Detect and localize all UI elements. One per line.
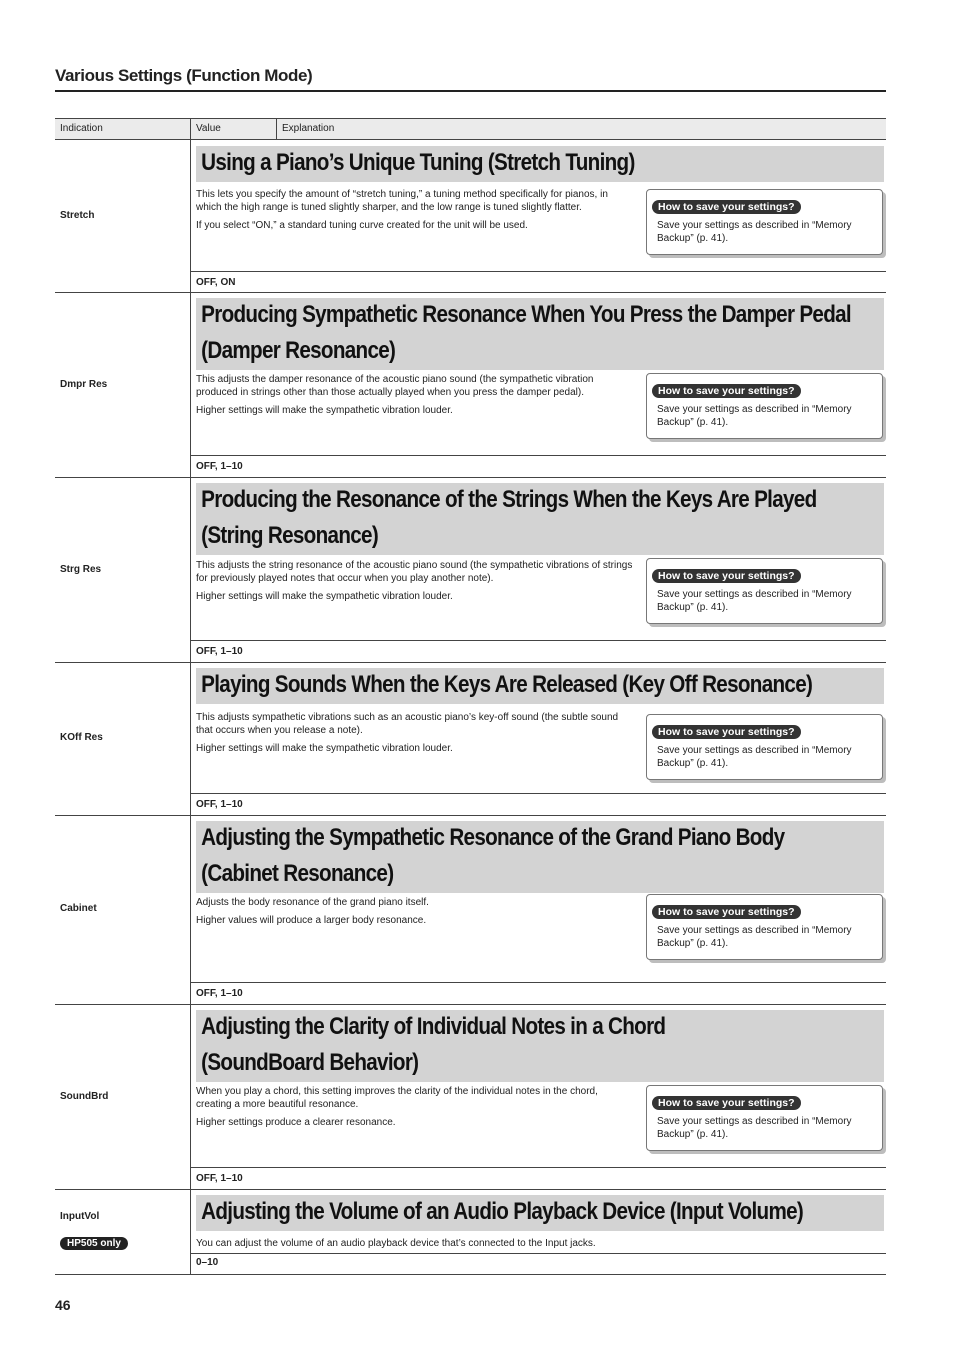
memo-badge: How to save your settings?: [652, 384, 801, 398]
indication-cell: [55, 140, 191, 292]
table-row: [55, 292, 886, 478]
explanation-cell: [191, 140, 886, 292]
memo-text: Save your settings as described in “Memory Backup” (p. 41).: [657, 925, 852, 949]
table-row: [55, 815, 886, 1005]
memory-backup-note: [646, 1085, 883, 1151]
memo-badge: How to save your settings?: [652, 200, 801, 214]
value-row: [191, 793, 886, 810]
setting-description: [196, 896, 636, 932]
value-row: [191, 271, 886, 288]
table-row: [55, 477, 886, 663]
value-range: OFF, 1–10: [196, 799, 243, 810]
setting-description: [196, 1085, 636, 1134]
memory-backup-note: [646, 373, 883, 439]
value-range: OFF, 1–10: [196, 1173, 243, 1184]
indication-cell: [55, 1004, 191, 1189]
value-row: [191, 1253, 886, 1268]
model-badge: HP505 only: [60, 1237, 128, 1250]
description-line: Adjusts the body resonance of the grand piano itself.: [196, 897, 429, 908]
setting-description: [196, 373, 636, 422]
header-indication: Indication: [55, 119, 191, 139]
indication-label: KOff Res: [60, 732, 103, 743]
table-row: [55, 1189, 886, 1275]
description-line: When you play a chord, this setting improves the clarity of the individual notes in the chord, creating a more beautiful resonance.: [196, 1086, 598, 1110]
table-row: [55, 1004, 886, 1190]
setting-title: [196, 1195, 884, 1231]
section-header-title: Various Settings (Function Mode): [55, 66, 313, 85]
value-row: [191, 640, 886, 657]
description-line: This lets you specify the amount of “stretch tuning,” a tuning method specifically for pianos, in which the high range is tuned slightly sharper, and the low range is tuned slightly flatter.: [196, 189, 608, 213]
description-line: This adjusts sympathetic vibrations such as an acoustic piano’s key-off sound (the subtle sound that occurs when you release a note).: [196, 712, 619, 736]
table-row: [55, 140, 886, 293]
indication-label: Cabinet: [60, 903, 97, 914]
setting-title-text: Producing the Resonance of the Strings When the Keys Are Played: [201, 486, 817, 513]
description-line: Higher settings will make the sympathetic vibration louder.: [196, 405, 453, 416]
memory-backup-note: [646, 558, 883, 624]
setting-title-text: Using a Piano’s Unique Tuning (Stretch Tuning): [201, 149, 635, 176]
value-row: [191, 1167, 886, 1184]
setting-title-text: Adjusting the Clarity of Individual Notes in a Chord: [201, 1013, 666, 1040]
memory-backup-note: [646, 189, 883, 255]
memory-backup-note: [646, 714, 883, 780]
explanation-cell: [191, 1004, 886, 1189]
setting-title: [196, 298, 884, 370]
table-row: [55, 662, 886, 816]
indication-label: InputVol: [60, 1211, 100, 1222]
setting-title-text: (String Resonance): [201, 522, 379, 549]
explanation-cell: [191, 662, 886, 815]
setting-title-text: Adjusting the Volume of an Audio Playback Device (Input Volume): [201, 1198, 804, 1225]
explanation-cell: [191, 477, 886, 662]
memo-text: Save your settings as described in “Memory Backup” (p. 41).: [657, 1116, 852, 1140]
description-line: Higher settings will make the sympathetic vibration louder.: [196, 743, 453, 754]
setting-title: [196, 1010, 884, 1082]
description-line: If you select “ON,” a standard tuning curve created for the unit will be used.: [196, 220, 528, 231]
value-range: OFF, 1–10: [196, 988, 243, 999]
header-value: Value: [191, 119, 277, 139]
indication-cell: [55, 815, 191, 1004]
memo-badge: How to save your settings?: [652, 569, 801, 583]
indication-cell: [55, 662, 191, 815]
memo-badge: How to save your settings?: [652, 725, 801, 739]
setting-title-text: Adjusting the Sympathetic Resonance of the Grand Piano Body: [201, 824, 785, 851]
description-line: This adjusts the damper resonance of the acoustic piano sound (the sympathetic vibration produced in strings other than those actually played when you press the damper pedal).: [196, 374, 594, 398]
setting-description: [196, 559, 636, 608]
value-range: 0–10: [196, 1257, 219, 1268]
indication-label: SoundBrd: [60, 1091, 109, 1102]
indication-label: Stretch: [60, 210, 95, 221]
indication-cell: [55, 477, 191, 662]
table-header: [55, 118, 886, 140]
setting-title: [196, 483, 884, 555]
memo-badge: How to save your settings?: [652, 905, 801, 919]
value-range: OFF, 1–10: [196, 646, 243, 657]
section-header: [55, 62, 886, 92]
value-row: [191, 455, 886, 472]
value-range: OFF, 1–10: [196, 461, 243, 472]
setting-description: [196, 188, 636, 237]
memo-badge: How to save your settings?: [652, 1096, 801, 1110]
setting-title-text: (Damper Resonance): [201, 337, 396, 364]
indication-cell: [55, 292, 191, 477]
setting-title-text: Producing Sympathetic Resonance When You Press the Damper Pedal: [201, 301, 851, 328]
indication-label: Dmpr Res: [60, 379, 108, 390]
memory-backup-note: [646, 894, 883, 960]
value-range: OFF, ON: [196, 277, 236, 288]
setting-title: [196, 668, 884, 704]
description-line: Higher values will produce a larger body resonance.: [196, 915, 427, 926]
memo-text: Save your settings as described in “Memory Backup” (p. 41).: [657, 745, 852, 769]
setting-title-text: (SoundBoard Behavior): [201, 1049, 419, 1076]
explanation-cell: [191, 815, 886, 1004]
setting-title-text: Playing Sounds When the Keys Are Released (Key Off Resonance): [201, 671, 813, 698]
memo-text: Save your settings as described in “Memory Backup” (p. 41).: [657, 589, 852, 613]
setting-title-text: (Cabinet Resonance): [201, 860, 394, 887]
description-line: This adjusts the string resonance of the acoustic piano sound (the sympathetic vibrations of strings for previously played notes that occur when you play another note).: [196, 560, 633, 584]
indication-label: Strg Res: [60, 564, 102, 575]
explanation-cell: [191, 292, 886, 477]
memo-text: Save your settings as described in “Memory Backup” (p. 41).: [657, 220, 852, 244]
indication-cell: [55, 1189, 191, 1274]
setting-title: [196, 821, 884, 893]
setting-description: [196, 711, 636, 760]
header-explanation: Explanation: [282, 123, 335, 134]
description-line: Higher settings will make the sympathetic vibration louder.: [196, 591, 453, 602]
settings-table: [55, 118, 886, 1268]
value-row: [191, 982, 886, 999]
description-line: Higher settings produce a clearer resonance.: [196, 1117, 396, 1128]
setting-title: [196, 146, 884, 182]
description-line: You can adjust the volume of an audio playback device that’s connected to the Input jacks.: [196, 1238, 596, 1249]
page-number: 46: [55, 1297, 71, 1313]
explanation-cell: [191, 1189, 886, 1274]
memo-text: Save your settings as described in “Memory Backup” (p. 41).: [657, 404, 852, 428]
